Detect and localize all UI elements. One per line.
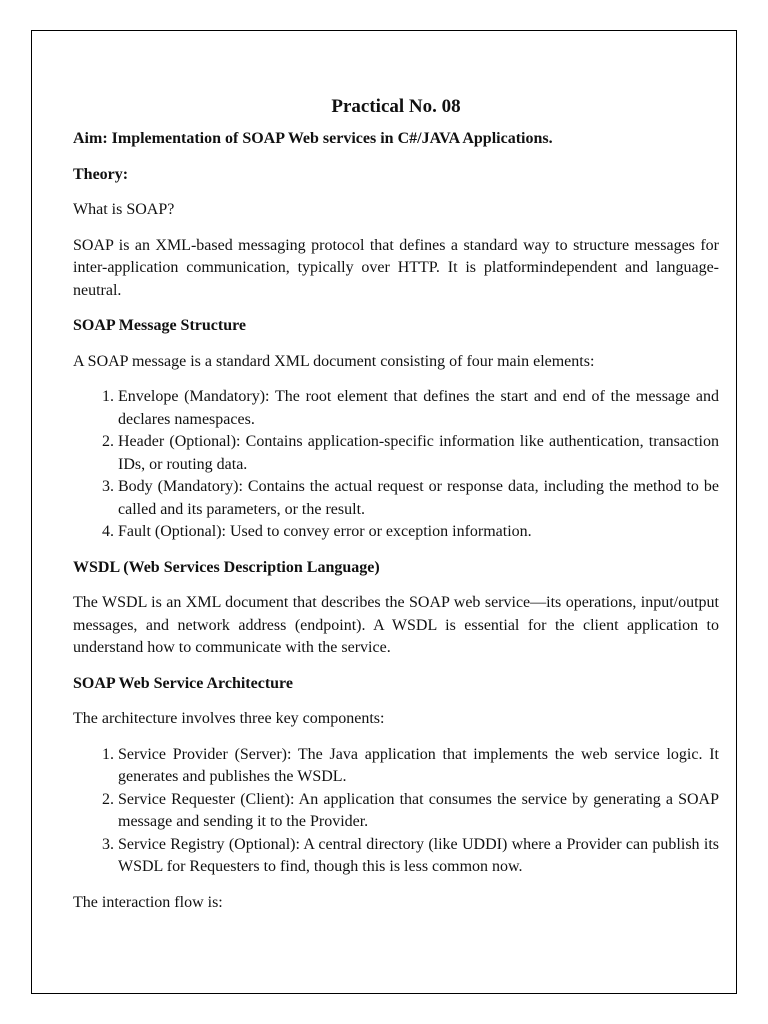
list-item: 2. Service Requester (Client): An application that consumes the service by generating a SOAP message and sending it to the Provider. — [118, 789, 719, 834]
interaction-flow-intro: The interaction flow is: — [73, 893, 223, 911]
architecture-components-list — [73, 744, 719, 879]
aim-line: Aim: Implementation of SOAP Web services in C#/JAVA Applications. — [73, 130, 553, 147]
wsdl-heading: WSDL (Web Services Description Language) — [73, 558, 380, 576]
list-item: 4. Fault (Optional): Used to convey error or exception information. — [118, 521, 719, 544]
list-item: 3. Body (Mandatory): Contains the actual request or response data, including the method to be called and its parameters, or the result. — [118, 476, 719, 521]
architecture-heading: SOAP Web Service Architecture — [73, 674, 293, 692]
message-structure-heading: SOAP Message Structure — [73, 317, 247, 334]
page-title: Practical No. 08 — [331, 96, 461, 117]
list-item: 1. Envelope (Mandatory): The root element that defines the start and end of the message and declares namespaces. — [118, 386, 719, 431]
list-item: 1. Service Provider (Server): The Java application that implements the web service logic. It generates and publishes the WSDL. — [118, 744, 719, 789]
wsdl-paragraph: The WSDL is an XML document that describes the SOAP web service—its operations, input/output messages, and network address (endpoint). A WSDL is essential for the client application to understand how to communicate with the service. — [73, 594, 719, 656]
theory-heading: Theory: — [73, 165, 129, 183]
architecture-intro: The architecture involves three key components: — [73, 710, 385, 727]
list-item: 3. Service Registry (Optional): A central directory (like UDDI) where a Provider can publish its WSDL for Requesters to find, though this is less common now. — [118, 834, 719, 879]
soap-intro-paragraph: SOAP is an XML-based messaging protocol that defines a standard way to structure messages for inter-application communication, typically over HTTP. It is platformindependent and language-neutral. — [73, 236, 719, 299]
list-item: 2. Header (Optional): Contains application-specific information like authentication, transaction IDs, or routing data. — [118, 431, 719, 476]
what-is-soap-question: What is SOAP? — [73, 201, 175, 218]
document-body — [73, 94, 719, 927]
message-structure-intro: A SOAP message is a standard XML document consisting of four main elements: — [73, 352, 595, 370]
message-elements-list — [73, 386, 719, 544]
